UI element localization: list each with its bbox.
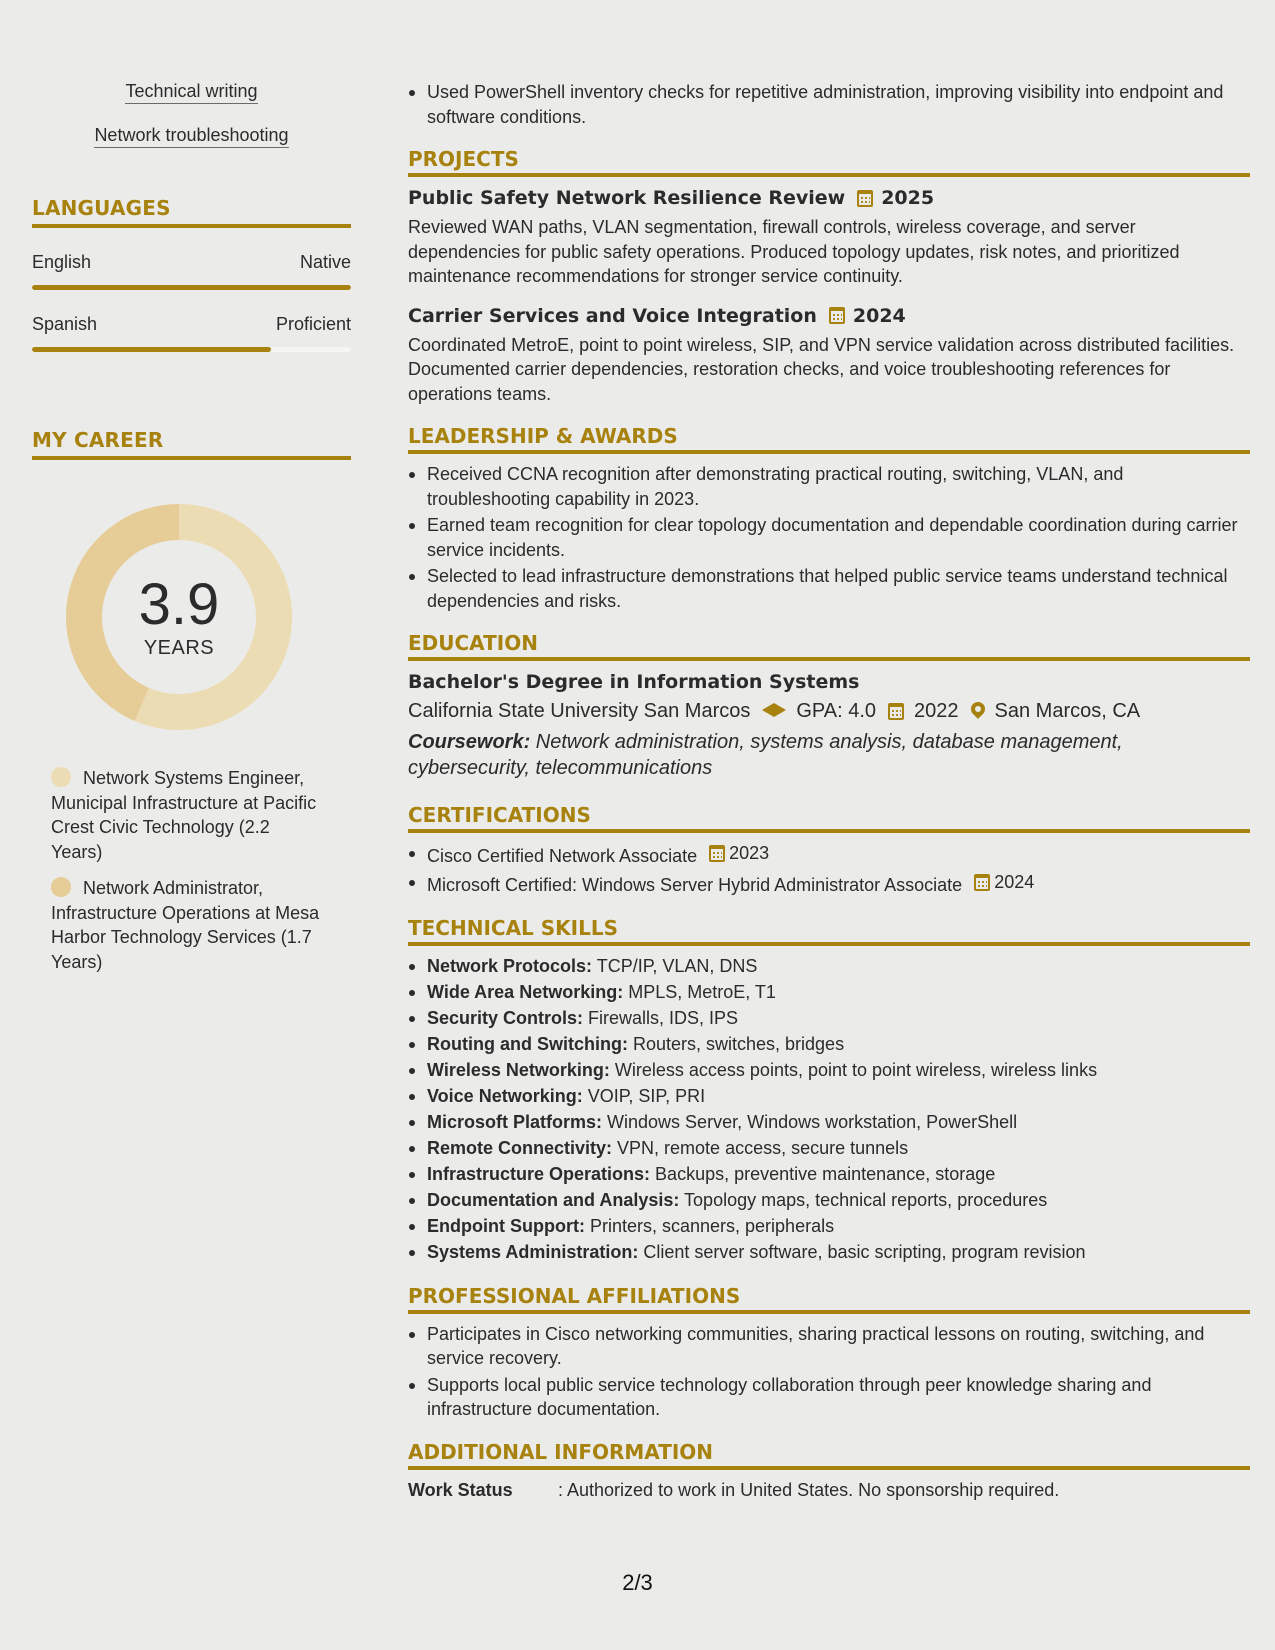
project-description: Coordinated MetroE, point to point wireless, SIP, and VPN service validation across distributed facilities. Documented carrier dependencies, restoration checks, and voice troubleshooting references for operations teams. <box>408 334 1235 404</box>
skill-item <box>32 124 351 146</box>
skill-values: Client server software, basic scripting, program revision <box>638 1241 1086 1262</box>
language-name: Spanish <box>32 314 98 334</box>
skill-category: Documentation and Analysis: <box>427 1189 680 1210</box>
technical-skills-heading: TECHNICAL SKILLS <box>408 916 1250 946</box>
skill-category: Endpoint Support: <box>427 1215 585 1236</box>
skill-values: VPN, remote access, secure tunnels <box>612 1137 909 1158</box>
skill-row <box>408 1188 1250 1212</box>
skill-category: Microsoft Platforms: <box>427 1111 603 1132</box>
list-item: Selected to lead infrastructure demonstrations that helped public service teams understand technical dependencies and risks. <box>408 564 1250 613</box>
certification-year: 2023 <box>729 843 770 863</box>
calendar-icon <box>829 307 845 324</box>
skill-values: Backups, preventive maintenance, storage <box>650 1163 996 1184</box>
skill-row <box>408 1240 1250 1264</box>
education-location: San Marcos, CA <box>994 700 1141 722</box>
skill-category: Systems Administration: <box>427 1241 639 1262</box>
legend-dot-icon <box>51 877 71 897</box>
skill-category: Remote Connectivity: <box>427 1137 613 1158</box>
skill-values: Routers, switches, bridges <box>627 1033 845 1054</box>
calendar-icon <box>888 703 904 720</box>
skill-row <box>408 1162 1250 1186</box>
skill-row <box>408 954 1250 978</box>
language-bar-fill <box>32 285 351 290</box>
skill-values: TCP/IP, VLAN, DNS <box>592 955 758 976</box>
education-item <box>408 669 1250 781</box>
list-item: Earned team recognition for clear topology documentation and dependable coordination during carrier service incidents. <box>408 513 1250 562</box>
skill-label: Technical writing <box>125 81 257 104</box>
list-item: Supports local public service technology collaboration through peer knowledge sharing and infrastructure documentation. <box>408 1373 1250 1422</box>
skill-item <box>32 80 351 102</box>
skill-values: VOIP, SIP, PRI <box>582 1085 706 1106</box>
main-content <box>408 80 1250 1502</box>
legend-label: Network Administrator, Infrastructure Operations at Mesa Harbor Technology Services (1.7 Years) <box>51 878 320 972</box>
work-status-label: Work Status <box>408 1479 513 1500</box>
sidebar <box>32 80 351 986</box>
skill-values: Firewalls, IDS, IPS <box>583 1007 739 1028</box>
career-unit: YEARS <box>143 636 215 659</box>
project-item <box>408 185 1250 289</box>
experience-bullets <box>408 80 1250 129</box>
skill-values: Windows Server, Windows workstation, PowerShell <box>602 1111 1018 1132</box>
language-level: Native <box>299 252 351 272</box>
projects-heading: PROJECTS <box>408 147 1250 177</box>
leadership-heading: LEADERSHIP & AWARDS <box>408 424 1250 454</box>
language-item <box>32 314 351 352</box>
certification-item <box>408 870 1250 897</box>
career-donut-chart <box>66 504 292 730</box>
technical-skills-list <box>408 954 1250 1264</box>
affiliations-heading: PROFESSIONAL AFFILIATIONS <box>408 1284 1250 1314</box>
legend-label: Network Systems Engineer, Municipal Infrastructure at Pacific Crest Civic Technology (2.2 Years) <box>51 768 317 862</box>
language-bar-fill <box>32 347 271 352</box>
skill-row <box>408 980 1250 1004</box>
gpa: GPA: 4.0 <box>796 700 877 722</box>
project-year: 2024 <box>852 304 906 327</box>
language-bar <box>32 285 351 290</box>
career-heading: MY CAREER <box>32 428 351 460</box>
certifications-heading: CERTIFICATIONS <box>408 803 1250 833</box>
location-pin-icon <box>968 699 988 719</box>
additional-info-heading: ADDITIONAL INFORMATION <box>408 1440 1250 1470</box>
languages-heading: LANGUAGES <box>32 196 351 228</box>
calendar-icon <box>857 190 873 207</box>
coursework-label: Coursework: <box>408 731 531 753</box>
skill-values: Wireless access points, point to point wireless, wireless links <box>609 1059 1098 1080</box>
project-description: Reviewed WAN paths, VLAN segmentation, firewall controls, wireless coverage, and server dependencies for public safety operations. Produced topology updates, risk notes, and prioritized maintenance recommendations for stronger service continuity. <box>408 217 1180 286</box>
legend-dot-icon <box>51 767 71 787</box>
project-year: 2025 <box>881 187 935 209</box>
skill-row <box>408 1084 1250 1108</box>
career-legend-item <box>51 766 321 864</box>
skill-values: MPLS, MetroE, T1 <box>623 981 776 1002</box>
language-bar <box>32 347 351 352</box>
skill-row <box>408 1110 1250 1134</box>
education-heading: EDUCATION <box>408 631 1250 661</box>
project-title: Carrier Services and Voice Integration <box>408 304 817 327</box>
skill-category: Voice Networking: <box>427 1085 583 1106</box>
list-item: Participates in Cisco networking communities, sharing practical lessons on routing, switching, and service recovery. <box>408 1322 1250 1371</box>
page-number: 2/3 <box>622 1570 653 1595</box>
career-legend <box>51 766 321 974</box>
certifications-list <box>408 841 1250 898</box>
skill-category: Infrastructure Operations: <box>427 1163 651 1184</box>
graduation-cap-icon <box>762 702 786 720</box>
skill-values: Printers, scanners, peripherals <box>584 1215 835 1236</box>
skill-category: Security Controls: <box>427 1007 584 1028</box>
skill-label: Network troubleshooting <box>94 125 288 148</box>
project-item <box>408 303 1250 407</box>
coursework-list: Network administration, systems analysis, database management, cybersecurity, telecommunications <box>408 731 1123 779</box>
certification-name: Microsoft Certified: Windows Server Hybrid Administrator Associate <box>427 875 963 895</box>
education-year: 2022 <box>914 700 959 722</box>
skill-category: Wireless Networking: <box>427 1059 610 1080</box>
skill-row <box>408 1136 1250 1160</box>
leadership-list <box>408 462 1250 613</box>
skill-category: Wide Area Networking: <box>427 981 624 1002</box>
certification-item <box>408 841 1250 868</box>
work-status-value: : Authorized to work in United States. No sponsorship required. <box>558 1479 1060 1500</box>
list-item: Received CCNA recognition after demonstrating practical routing, switching, VLAN, and troubleshooting capability in 2023. <box>408 462 1250 511</box>
language-level: Proficient <box>275 314 351 334</box>
calendar-icon <box>709 845 725 862</box>
project-title: Public Safety Network Resilience Review <box>408 187 846 209</box>
list-item: Used PowerShell inventory checks for repetitive administration, improving visibility into endpoint and software conditions. <box>408 80 1250 129</box>
career-legend-item <box>51 876 321 974</box>
skill-row <box>408 1058 1250 1082</box>
school-name: California State University San Marcos <box>408 700 751 722</box>
language-item <box>32 252 351 290</box>
skill-row <box>408 1006 1250 1030</box>
skill-row <box>408 1214 1250 1238</box>
certification-name: Cisco Certified Network Associate <box>427 845 698 866</box>
career-total: 3.9 <box>138 571 220 637</box>
language-name: English <box>32 252 92 272</box>
skill-row <box>408 1032 1250 1056</box>
skill-category: Network Protocols: <box>427 955 593 976</box>
calendar-icon <box>974 874 990 891</box>
degree-title: Bachelor's Degree in Information Systems <box>408 671 860 693</box>
skill-values: Topology maps, technical reports, procedures <box>679 1189 1048 1210</box>
coursework <box>408 729 1250 781</box>
skill-category: Routing and Switching: <box>427 1033 628 1054</box>
work-status-row <box>408 1478 1250 1502</box>
affiliations-list <box>408 1322 1250 1422</box>
certification-year: 2024 <box>994 872 1035 893</box>
